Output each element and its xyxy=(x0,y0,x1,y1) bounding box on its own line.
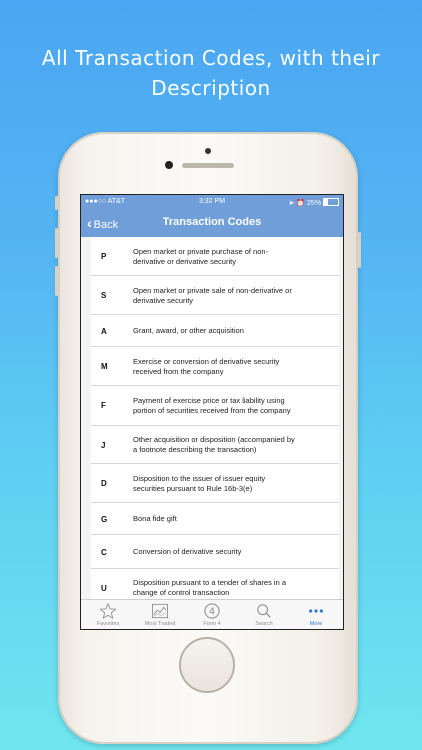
proximity-sensor xyxy=(205,148,211,154)
codes-table[interactable] xyxy=(81,237,343,599)
tab-form-4[interactable] xyxy=(186,600,238,630)
code-letter: A xyxy=(101,327,107,336)
front-camera xyxy=(165,161,173,169)
table-row[interactable] xyxy=(91,426,339,464)
headline-line-1: All Transaction Codes, with their xyxy=(41,46,381,70)
code-letter: C xyxy=(101,548,107,557)
navigation-bar xyxy=(81,209,343,237)
code-letter: P xyxy=(101,252,107,261)
search-icon xyxy=(255,603,273,619)
code-description: Exercise or conversion of derivative security received from the company xyxy=(133,357,280,376)
earpiece-speaker xyxy=(182,163,234,168)
power-button xyxy=(358,232,361,268)
headline-line-2: Description xyxy=(151,76,271,100)
tab-label: Search xyxy=(255,621,273,627)
home-button[interactable] xyxy=(179,637,235,693)
mute-switch xyxy=(55,196,58,210)
code-description: Disposition pursuant to a tender of shares in a change of control transaction xyxy=(133,578,287,597)
table-row[interactable] xyxy=(91,464,339,503)
tab-favorites[interactable] xyxy=(82,600,134,630)
battery-percent: 25% xyxy=(307,200,322,207)
tab-label: More xyxy=(309,621,323,627)
code-letter: G xyxy=(101,515,108,524)
code-description: Bona fide gift xyxy=(133,514,177,523)
alarm-icon: ⏰ xyxy=(296,200,306,207)
volume-down-button xyxy=(55,266,58,296)
star-icon xyxy=(99,603,117,619)
page-title: Transaction Codes xyxy=(162,216,262,228)
code-letter: F xyxy=(101,401,106,410)
tab-label: Most Traded xyxy=(144,621,176,627)
carrier-signal: ●●●○○ AT&T xyxy=(85,198,126,205)
code-letter: J xyxy=(101,441,106,450)
back-label: Back xyxy=(93,219,119,231)
table-row[interactable] xyxy=(91,315,339,347)
phone-screen xyxy=(80,194,344,630)
battery-icon xyxy=(323,198,339,206)
tab-label: Favorites xyxy=(96,621,120,627)
code-letter: M xyxy=(101,362,108,371)
tab-label: Form 4 xyxy=(203,621,221,627)
form4-icon xyxy=(203,603,221,619)
code-letter: U xyxy=(101,584,107,593)
code-description: Conversion of derivative security xyxy=(133,547,242,556)
status-time: 3:32 PM xyxy=(198,198,226,205)
table-row[interactable] xyxy=(91,386,339,426)
chart-icon xyxy=(151,603,169,619)
code-letter: S xyxy=(101,291,107,300)
code-description: Disposition to the issuer of issuer equity securities pursuant to Rule 16b-3(e) xyxy=(133,474,266,493)
location-icon: ➤ xyxy=(288,200,295,207)
more-icon xyxy=(307,603,325,619)
tab-most-traded[interactable] xyxy=(134,600,186,630)
battery-indicator xyxy=(289,198,339,207)
volume-up-button xyxy=(55,228,58,258)
table-row[interactable] xyxy=(91,535,339,569)
code-description: Open market or private sale of non-derivative or derivative security xyxy=(133,286,292,305)
status-bar xyxy=(81,195,343,209)
code-description: Other acquisition or disposition (accompanied by a footnote describing the transaction) xyxy=(133,435,295,454)
svg-text:4: 4 xyxy=(208,606,216,618)
table-row[interactable] xyxy=(91,276,339,315)
code-description: Open market or private purchase of non- derivative or derivative security xyxy=(133,247,269,266)
chevron-left-icon: ‹ xyxy=(87,215,92,231)
code-letter: D xyxy=(101,479,107,488)
tab-search[interactable] xyxy=(238,600,290,630)
table-row[interactable] xyxy=(91,347,339,386)
table-row[interactable] xyxy=(91,503,339,535)
table-row[interactable] xyxy=(91,237,339,276)
table-row[interactable] xyxy=(91,569,339,599)
code-description: Payment of exercise price or tax liability using portion of securities received from the company xyxy=(133,396,291,415)
tab-more[interactable] xyxy=(290,600,342,630)
code-description: Grant, award, or other acquisition xyxy=(133,326,244,335)
tab-bar xyxy=(81,599,343,630)
